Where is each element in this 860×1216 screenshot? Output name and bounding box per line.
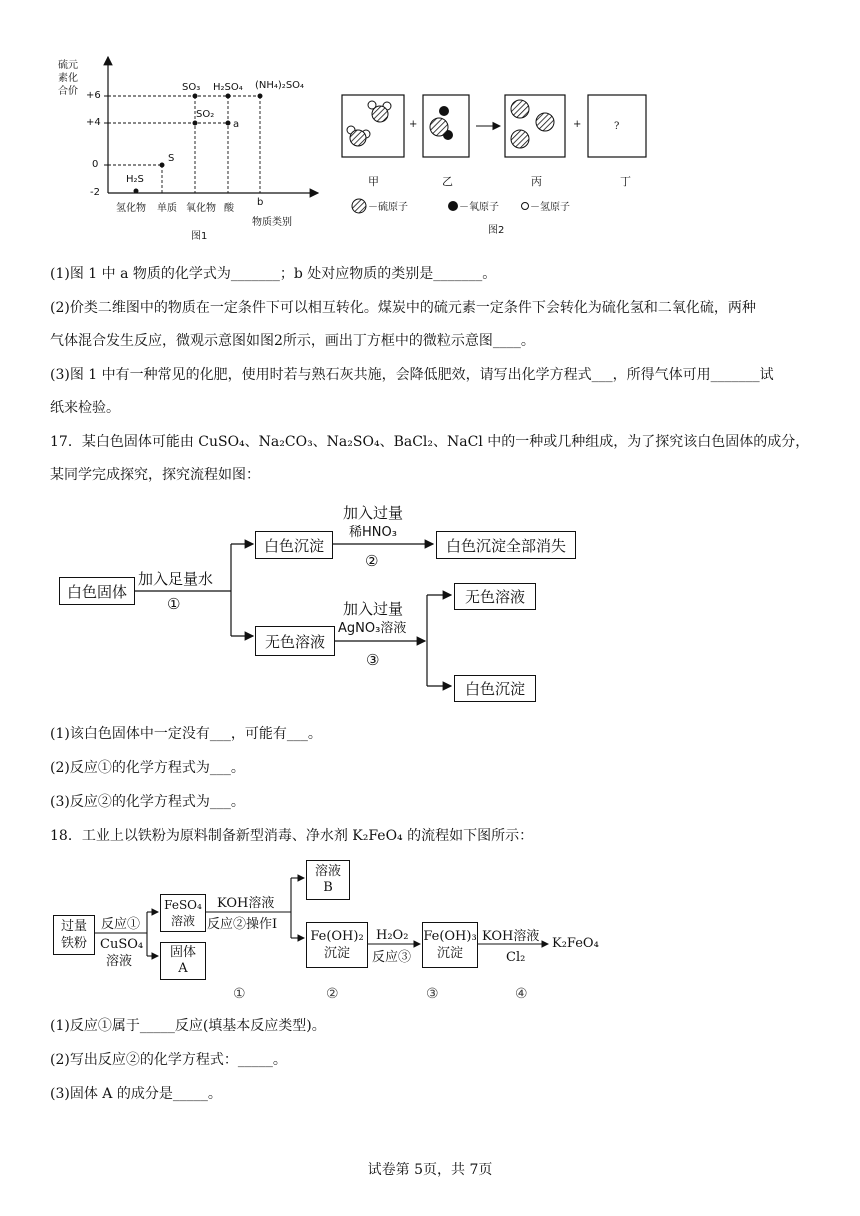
label-s: S — [168, 153, 175, 164]
step3-number: ③ — [366, 651, 380, 669]
q17-flowchart — [55, 495, 600, 710]
flow-white-solid: 白色固体 — [59, 577, 135, 605]
label-ding: 丁 — [620, 175, 631, 188]
step-number: ④ — [515, 986, 528, 1002]
feso4-line2: 溶液 — [170, 914, 195, 928]
legend-hydrogen-symbol — [522, 203, 529, 210]
solution-b-line1: 溶液 — [314, 864, 341, 879]
flow-colorless-solution: 无色溶液 — [255, 626, 335, 656]
step1-label: 加入足量水 — [138, 570, 214, 588]
point-s — [160, 163, 165, 168]
step3-label: 加入过量 — [343, 600, 404, 618]
iron-powder-line2: 铁粉 — [60, 936, 87, 951]
box-solid-a — [160, 942, 206, 980]
b-label: b — [257, 197, 264, 208]
label-nh4so4: (NH₄)₂SO₄ — [255, 80, 305, 91]
sulfur-atom — [536, 113, 554, 131]
figure-1-caption: 图1 — [191, 231, 208, 242]
h2o2-label: H₂O₂ — [376, 928, 409, 943]
box-solution-b — [306, 860, 350, 900]
q16-part2-line1: (2)价类二维图中的物质在一定条件下可以相互转化。煤炭中的硫元素一定条件下会转化为硫化氢和二氧化硫，两种 — [50, 300, 756, 316]
x-category-label: 氧化物 — [186, 203, 216, 214]
x-category-label: 酸 — [224, 203, 234, 214]
koh-solution-2-label: KOH溶液 — [482, 929, 540, 944]
label-so2: SO₂ — [196, 109, 215, 120]
y-axis-title-3: 合价 — [58, 86, 78, 97]
step2-label: 加入过量 — [343, 504, 404, 522]
feoh3-line2: 沉淀 — [436, 946, 463, 961]
box-feso4 — [160, 894, 206, 932]
step2-reagent: 稀HNO₃ — [349, 525, 397, 540]
y-tick-label: +6 — [86, 90, 101, 101]
x-axis-title: 物质类别 — [252, 217, 292, 228]
flow-out-white-precipitate: 白色沉淀 — [454, 675, 536, 702]
reaction2-label: 反应②操作I — [207, 917, 278, 932]
y-tick-label: +4 — [86, 117, 101, 128]
plus-sign: + — [409, 119, 418, 130]
x-category-label: 单质 — [157, 203, 177, 214]
label-yi: 乙 — [442, 175, 453, 188]
step-number: ① — [233, 986, 246, 1002]
y-tick-label: -2 — [90, 187, 100, 198]
step3-reagent: AgNO₃溶液 — [338, 621, 407, 636]
page-footer: 试卷第 5页，共 7页 — [367, 1162, 493, 1178]
legend-oxygen-symbol — [448, 201, 458, 211]
plus-sign: + — [573, 119, 582, 130]
feoh3-line1: Fe(OH)₃ — [423, 929, 477, 944]
cl2-label: Cl₂ — [506, 950, 526, 965]
legend-sulfur: －硫原子 — [368, 202, 408, 213]
q17-question-3: (3)反应②的化学方程式为___。 — [50, 794, 245, 810]
q18-intro: 18．工业上以铁粉为原料制备新型消毒、净水剂 K₂FeO₄ 的流程如下图所示： — [50, 828, 534, 844]
flow-out-colorless-solution: 无色溶液 — [454, 583, 536, 610]
x-category-label: 氢化物 — [116, 203, 146, 214]
q18-question-2: (2)写出反应②的化学方程式：_____。 — [50, 1052, 287, 1068]
flow-precipitate-dissolves: 白色沉淀全部消失 — [436, 531, 576, 559]
box-iron-powder — [53, 915, 95, 955]
q18-question-3: (3)固体 A 的成分是_____。 — [50, 1086, 222, 1102]
sulfur-atom — [511, 100, 529, 118]
cuso4-label: CuSO₄ — [100, 937, 144, 952]
iron-powder-line1: 过量 — [60, 919, 87, 934]
koh-solution-label: KOH溶液 — [217, 896, 275, 911]
solid-a-line2: A — [178, 961, 188, 976]
q17-question-2: (2)反应①的化学方程式为___。 — [50, 760, 245, 776]
y-tick-label: 0 — [92, 159, 99, 170]
figure-2-caption: 图2 — [488, 225, 505, 236]
legend-hydrogen: －氢原子 — [530, 202, 570, 213]
feoh2-line1: Fe(OH)₂ — [310, 929, 364, 944]
label-jia: 甲 — [368, 175, 379, 188]
label-h2so4: H₂SO₄ — [213, 82, 243, 93]
y-axis-title-1: 硫元 — [58, 60, 78, 71]
product-k2feo4: K₂FeO₄ — [552, 936, 599, 951]
step-number: ③ — [426, 986, 439, 1002]
point-nh4so4 — [258, 94, 263, 99]
point-a — [226, 121, 231, 126]
label-h2s: H₂S — [126, 174, 144, 185]
q17-question-1: (1)该白色固体中一定没有___，可能有___。 — [50, 726, 322, 742]
q16-part2-line2: 气体混合发生反应，微观示意图如图2所示，画出丁方框中的微粒示意图____。 — [50, 333, 535, 349]
step2-number: ② — [365, 552, 379, 570]
feso4-line1: FeSO₄ — [164, 898, 202, 912]
solid-a-line1: 固体 — [169, 945, 196, 960]
box-feoh3 — [422, 922, 478, 968]
label-a: a — [233, 119, 240, 130]
q16-part3-line2: 纸来检验。 — [50, 400, 120, 416]
reaction3-label: 反应③ — [372, 950, 412, 965]
step1-number: ① — [167, 595, 181, 613]
figure-2 — [340, 90, 670, 240]
q18-flowchart — [50, 856, 610, 1006]
q18-question-1: (1)反应①属于_____反应(填基本反应类型)。 — [50, 1018, 326, 1034]
cuso4-solution-label: 溶液 — [106, 954, 133, 969]
q17-intro-line1: 17．某白色固体可能由 CuSO₄、Na₂CO₃、Na₂SO₄、BaCl₂、NaCl 中的一种或几种组成，为了探究该白色固体的成分， — [50, 434, 810, 450]
q17-intro-line2: 某同学完成探究，探究流程如图： — [50, 467, 260, 483]
q16-part1: (1)图 1 中 a 物质的化学式为_______；b 处对应物质的类别是_______。 — [50, 266, 497, 282]
point-h2s — [134, 189, 139, 194]
feoh2-line2: 沉淀 — [323, 946, 350, 961]
label-bing: 丙 — [531, 175, 542, 188]
solution-b-line2: B — [323, 880, 333, 895]
step-number: ② — [326, 986, 339, 1002]
reaction1-label: 反应① — [101, 917, 141, 932]
legend-oxygen: －氧原子 — [459, 202, 499, 213]
legend-sulfur-symbol — [352, 199, 366, 213]
figure-1 — [50, 55, 330, 245]
flow-white-precipitate: 白色沉淀 — [255, 531, 333, 559]
label-so3: SO₃ — [182, 82, 201, 93]
box-feoh2 — [306, 922, 368, 968]
unknown-question-mark: ? — [614, 121, 620, 132]
y-axis-title-2: 素化 — [58, 73, 78, 84]
q16-part3-line1: (3)图 1 中有一种常见的化肥，使用时若与熟石灰共施，会降低肥效，请写出化学方程式___，所得气体可用_______试 — [50, 367, 774, 383]
sulfur-atom — [511, 130, 529, 148]
